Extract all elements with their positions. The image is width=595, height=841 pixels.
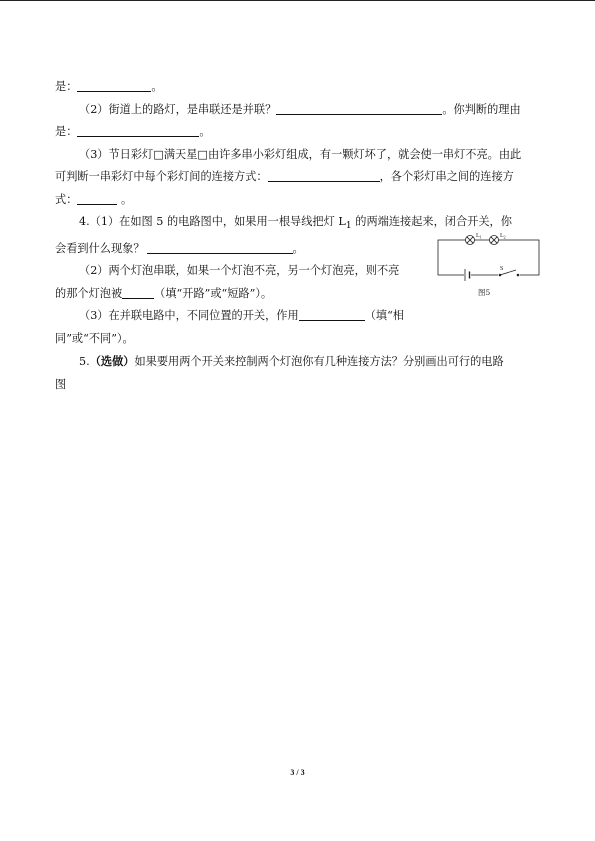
question-text: 图 <box>55 377 67 391</box>
question-text: 4.（1）在如图 5 的电路图中，如果用一根导线把灯 L <box>79 215 346 228</box>
reason-line <box>55 121 543 144</box>
question-3-2 <box>55 99 543 122</box>
question-text: （3）节日彩灯□满天星□由许多串小彩灯组成，有一颗灯坏了，就会使一串灯不亮。由此 <box>79 147 522 161</box>
answer-blank[interactable] <box>147 240 293 254</box>
text: 式： <box>55 192 78 206</box>
text: ，各个彩灯串之间的连接方 <box>379 170 514 183</box>
text: 是： <box>55 125 78 138</box>
answer-blank[interactable] <box>77 123 199 137</box>
text: 。 <box>199 125 211 138</box>
question-3-3-cont <box>55 166 543 189</box>
lamp-l2-icon <box>490 236 499 245</box>
question-4-3-cont <box>55 328 543 351</box>
text: （填“开路”或“短路”）。 <box>154 286 273 300</box>
text: 是： <box>55 80 78 93</box>
question-text: 同”或“不同”）。 <box>55 331 134 345</box>
question-3-3 <box>55 144 543 167</box>
answer-blank[interactable] <box>77 191 117 205</box>
answer-blank[interactable] <box>77 78 151 92</box>
question-text: 可判断一串彩灯中每个彩灯间的连接方式： <box>55 170 268 183</box>
question-text: （3）在并联电路中，不同位置的开关，作用 <box>79 309 299 323</box>
question-text: 如果要用两个开关来控制两个灯泡你有几种连接方法？分别画出可行的电路 <box>134 355 504 369</box>
question-text: 会看到什么现象？ <box>55 241 145 255</box>
text: 。 <box>292 241 304 255</box>
text: 。 <box>151 80 163 93</box>
answer-blank[interactable] <box>268 168 380 182</box>
answer-blank[interactable] <box>276 101 442 115</box>
circuit-wire <box>438 240 539 275</box>
text: 。 <box>117 192 133 206</box>
text: 。你判断的理由 <box>442 102 521 116</box>
question-text: （2）街道上的路灯，是串联还是并联？ <box>79 102 277 116</box>
lamp-l2-label: $L_2$ <box>500 233 506 240</box>
lamp-l1-icon <box>466 236 475 245</box>
text: 的那个灯泡被 <box>55 286 123 300</box>
page-number: 3 / 3 <box>290 768 305 777</box>
answer-blank[interactable] <box>122 285 154 299</box>
circuit-diagram <box>436 230 541 300</box>
question-5 <box>55 350 543 374</box>
question-number: 5. <box>79 355 90 369</box>
top-rule <box>0 0 595 1</box>
switch-label: S <box>500 266 504 272</box>
optional-tag: （选做） <box>89 354 135 369</box>
question-3-3-end <box>55 189 543 212</box>
lamp-l1-label: $L_1$ <box>476 233 482 240</box>
answer-line-1 <box>55 76 543 99</box>
text: （填“相 <box>364 309 404 323</box>
question-text: 的两端连接起来，闭合开关，你 <box>351 215 512 228</box>
figure-caption: 图5 <box>478 288 491 297</box>
question-4-3 <box>55 305 543 328</box>
question-5-cont <box>55 374 543 397</box>
question-text: （2）两个灯泡串联，如果一个灯泡不亮，另一个灯泡亮，则不亮 <box>79 264 400 278</box>
subscript: 1 <box>345 220 352 232</box>
battery-icon <box>464 268 471 282</box>
answer-blank[interactable] <box>299 307 365 321</box>
